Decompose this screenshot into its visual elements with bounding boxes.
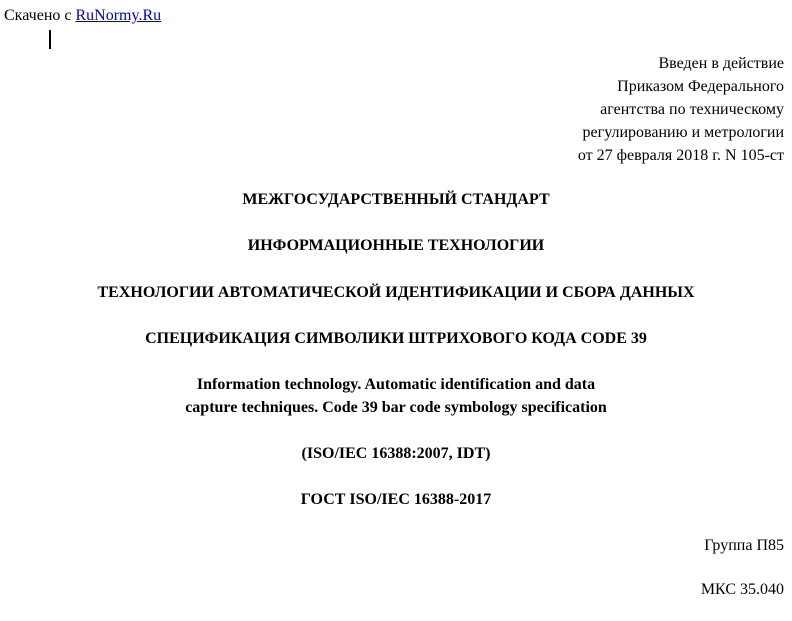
- enactment-line: агентства по техническому: [600, 101, 784, 118]
- english-title-line-1: Information technology. Automatic identification and data: [196, 376, 596, 393]
- runormy-link[interactable]: RuNormy.Ru: [75, 7, 162, 24]
- gost-number: ГОСТ ISO/IEC 16388-2017: [300, 491, 492, 508]
- enactment-line: Введен в действие: [658, 55, 784, 72]
- title-line-2: ТЕХНОЛОГИИ АВТОМАТИЧЕСКОЙ ИДЕНТИФИКАЦИИ И СБОРА ДАННЫХ: [97, 284, 695, 301]
- download-source-line: [4, 6, 161, 26]
- standard-type-heading: МЕЖГОСУДАРСТВЕННЫЙ СТАНДАРТ: [242, 191, 550, 208]
- enactment-line: регулированию и метрологии: [582, 124, 784, 141]
- mks-code: МКС 35.040: [700, 581, 784, 598]
- title-line-1: ИНФОРМАЦИОННЫЕ ТЕХНОЛОГИИ: [247, 237, 545, 254]
- enactment-notice: [578, 52, 784, 167]
- group-code: Группа П85: [704, 537, 784, 554]
- enactment-line: Приказом Федерального: [617, 78, 784, 95]
- iso-reference: (ISO/IEC 16388:2007, IDT): [301, 445, 491, 462]
- download-prefix: Скачено с: [4, 7, 72, 24]
- english-title-line-2: capture techniques. Code 39 bar code symbology specification: [185, 399, 607, 416]
- enactment-line: от 27 февраля 2018 г. N 105-ст: [577, 147, 784, 164]
- text-cursor: [49, 30, 51, 49]
- title-line-3: СПЕЦИФИКАЦИЯ СИМВОЛИКИ ШТРИХОВОГО КОДА CODE 39: [145, 330, 647, 347]
